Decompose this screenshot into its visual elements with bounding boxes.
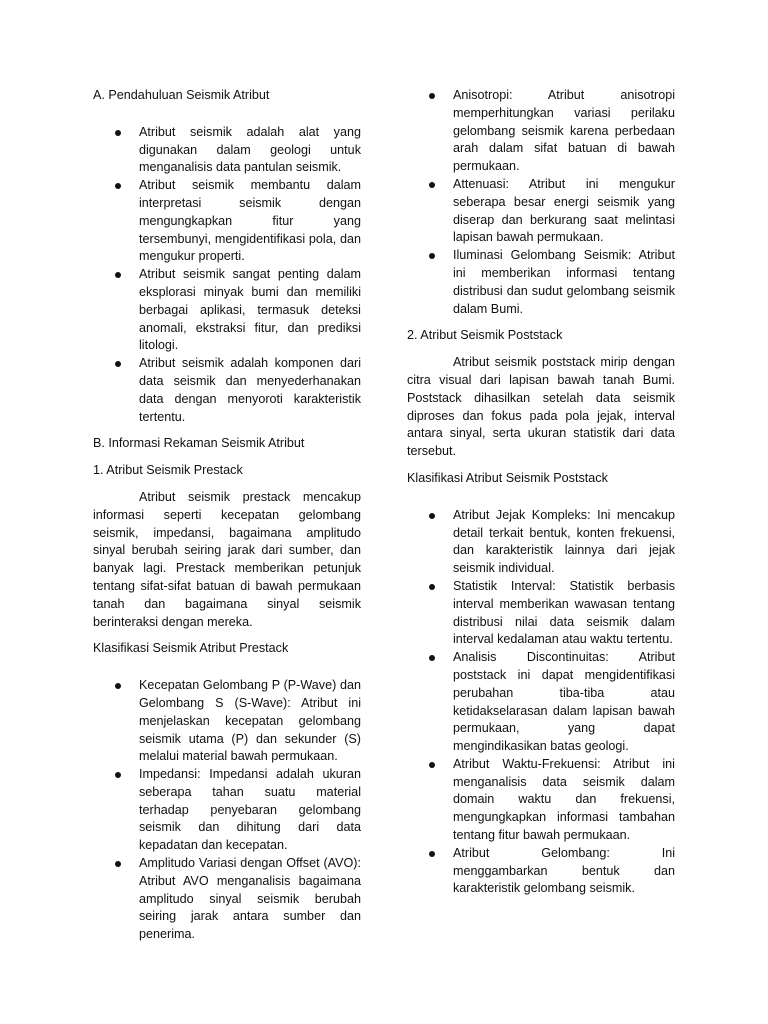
poststack-classification-heading: Klasifikasi Atribut Seismik Poststack — [407, 470, 608, 485]
list-item: Analisis Discontinuitas: Atribut poststack ini dapat mengidentifikasi perubahan tiba-tiba atau ketidakselarasan dalam lapisan bawah permukaan, yang dapat mengindikasikan batas geologi. — [407, 649, 675, 756]
prestack-bullet-list — [93, 677, 361, 944]
bullet-icon — [429, 584, 435, 590]
list-item: Atribut seismik sangat penting dalam eksplorasi minyak bumi dan memiliki berbagai aplikasi, termasuk deteksi anomali, ekstraksi fitur, dan prediksi litologi. — [93, 266, 361, 355]
poststack-paragraph: Atribut seismik poststack mirip dengan citra visual dari lapisan bawah tanah Bumi. Poststack dihasilkan setelah data seismik diproses dan fokus pada pola jejak, interval antara sinyal, serta ukuran statistik dari data tersebut. — [407, 355, 675, 459]
bullet-icon — [115, 361, 121, 367]
prestack-heading: 1. Atribut Seismik Prestack — [93, 463, 243, 478]
list-item: Impedansi: Impedansi adalah ukuran seberapa tahan suatu material terhadap penyebaran gelombang seismik dan dihitung dari data kepadatan dan kecepatan. — [93, 766, 361, 855]
bullet-icon — [429, 513, 435, 519]
bullet-icon — [115, 272, 121, 278]
bullet-icon — [429, 182, 435, 188]
list-item: Statistik Interval: Statistik berbasis interval memberikan wawasan tentang distribusi nilai data seismik dalam interval kedalaman atau waktu tertentu. — [407, 578, 675, 649]
bullet-icon — [115, 130, 121, 136]
prestack-paragraph: Atribut seismik prestack mencakup informasi seperti kecepatan gelombang seismik, impedansi, bagaimana amplitudo sinyal berubah seiring jarak dari sumber, dan banyak lagi. Prestack memberikan petunjuk tentang sifat-sifat batuan di bawah permukaan tanah dan bagaimana sinyal seismik berinteraksi dengan mereka. — [93, 489, 361, 629]
prestack-classification-heading: Klasifikasi Seismik Atribut Prestack — [93, 641, 289, 656]
list-item: Atribut seismik membantu dalam interpretasi seismik dengan mengungkapkan fitur yang tersembunyi, mengidentifikasi pola, dan mengukur properti. — [93, 177, 361, 266]
list-item: Kecepatan Gelombang P (P-Wave) dan Gelombang S (S-Wave): Atribut ini menjelaskan kecepatan gelombang seismik utama (P) dan sekunder (S) melalui material bawah permukaan. — [93, 677, 361, 766]
bullet-icon — [429, 762, 435, 768]
bullet-icon — [429, 655, 435, 661]
right-column — [407, 87, 675, 907]
list-item: Atribut seismik adalah komponen dari data seismik dan menyederhanakan data dengan menyoroti karakteristik tertentu. — [93, 355, 361, 426]
poststack-bullet-list — [407, 507, 675, 899]
list-item: Iluminasi Gelombang Seismik: Atribut ini memberikan informasi tentang distribusi dan sudut gelombang seismik dalam Bumi. — [407, 247, 675, 318]
section-b-heading: B. Informasi Rekaman Seismik Atribut — [93, 436, 305, 451]
bullet-icon — [429, 851, 435, 857]
bullet-icon — [115, 683, 121, 689]
list-item: Atribut seismik adalah alat yang digunakan dalam geologi untuk menganalisis data pantulan seismik. — [93, 124, 361, 177]
list-item: Attenuasi: Atribut ini mengukur seberapa besar energi seismik yang diserap dan berkurang saat melintasi lapisan bawah permukaan. — [407, 176, 675, 247]
list-item: Atribut Jejak Kompleks: Ini mencakup detail terkait bentuk, konten frekuensi, dan karakteristik lainnya dari jejak seismik individual. — [407, 507, 675, 578]
bullet-icon — [429, 93, 435, 99]
bullet-icon — [115, 772, 121, 778]
bullet-icon — [115, 183, 121, 189]
list-item: Amplitudo Variasi dengan Offset (AVO): Atribut AVO menganalisis bagaimana amplitudo sinyal seismik berubah seiring jarak antara sumber dan penerima. — [93, 855, 361, 944]
prestack-continued-bullet-list — [407, 87, 675, 318]
list-item: Atribut Waktu-Frekuensi: Atribut ini menganalisis data seismik dalam domain waktu dan frekuensi, mengungkapkan informasi tambahan tentang fitur bawah permukaan. — [407, 756, 675, 845]
bullet-icon — [429, 253, 435, 259]
list-item: Atribut Gelombang: Ini menggambarkan bentuk dan karakteristik gelombang seismik. — [407, 845, 675, 898]
section-a-heading: A. Pendahuluan Seismik Atribut — [93, 88, 270, 102]
list-item: Anisotropi: Atribut anisotropi memperhitungkan variasi perilaku gelombang seismik karena perbedaan arah dalam sifat batuan di bawah permukaan. — [407, 87, 675, 176]
left-column — [93, 87, 361, 953]
poststack-heading: 2. Atribut Seismik Poststack — [407, 328, 563, 343]
section-a-bullet-list — [93, 124, 361, 427]
bullet-icon — [115, 861, 121, 867]
